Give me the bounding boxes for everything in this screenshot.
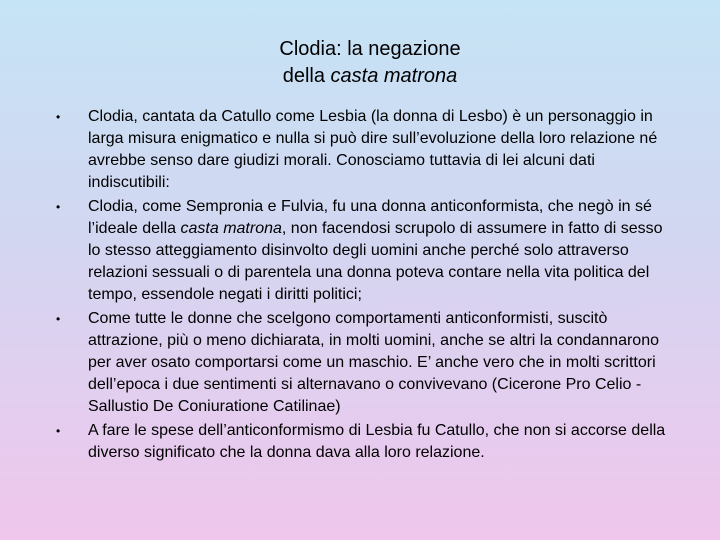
bullet-text-part-1: Clodia, come Sempronia e Fulvia, fu una donna anticonformista, che negò in sé l’ideale della — [88, 198, 652, 237]
bullet-text-italic: casta matrona — [180, 220, 282, 237]
bullet-dot-icon: • — [56, 312, 61, 326]
bullet-item-3 — [56, 308, 666, 418]
bullet-dot-icon: • — [56, 200, 61, 214]
title-line-2-prefix: della — [282, 65, 331, 87]
bullet-text-part-2: , non facendosi scrupolo di assumere in fatto di sesso lo stesso atteggiamento disinvolto degli uomini anche perché solo attraverso relazioni sessuali o di parentela una donna poteva contare nella vita politica del tempo, essendole negati i diritti politici; — [88, 220, 663, 303]
bullet-list — [56, 106, 666, 464]
bullet-text: A fare le spese dell’anticonformismo di Lesbia fu Catullo, che non si accorse della diverso significato che la donna dava alla loro relazione. — [88, 422, 666, 461]
bullet-item-1 — [56, 106, 666, 194]
bullet-dot-icon: • — [56, 110, 61, 124]
title-line-2-italic: casta matrona — [330, 65, 458, 87]
slide-title — [140, 36, 600, 90]
bullet-item-2 — [56, 196, 666, 306]
bullet-dot-icon: • — [56, 424, 61, 438]
bullet-text: Come tutte le donne che scelgono comportamenti anticonformisti, suscitò attrazione, più o meno dichiarata, in molti uomini, anche se altri la condannarono per aver osato comportarsi come un maschio. E’ anche vero che in molti scrittori dell’epoca i due sentimenti si alternavano o convivevano (Cicerone Pro Celio - Sallustio De Coniuratione Catilinae) — [88, 310, 659, 415]
bullet-text: Clodia, cantata da Catullo come Lesbia (la donna di Lesbo) è un personaggio in larga misura enigmatico e nulla si può dire sull’evoluzione della loro relazione né avrebbe senso dare giudizi morali. Conosciamo tuttavia di lei alcuni dati indiscutibili: — [88, 108, 658, 191]
title-line-1: Clodia: la negazione — [279, 38, 461, 60]
title-line-2 — [140, 63, 600, 90]
bullet-item-4 — [56, 420, 666, 464]
